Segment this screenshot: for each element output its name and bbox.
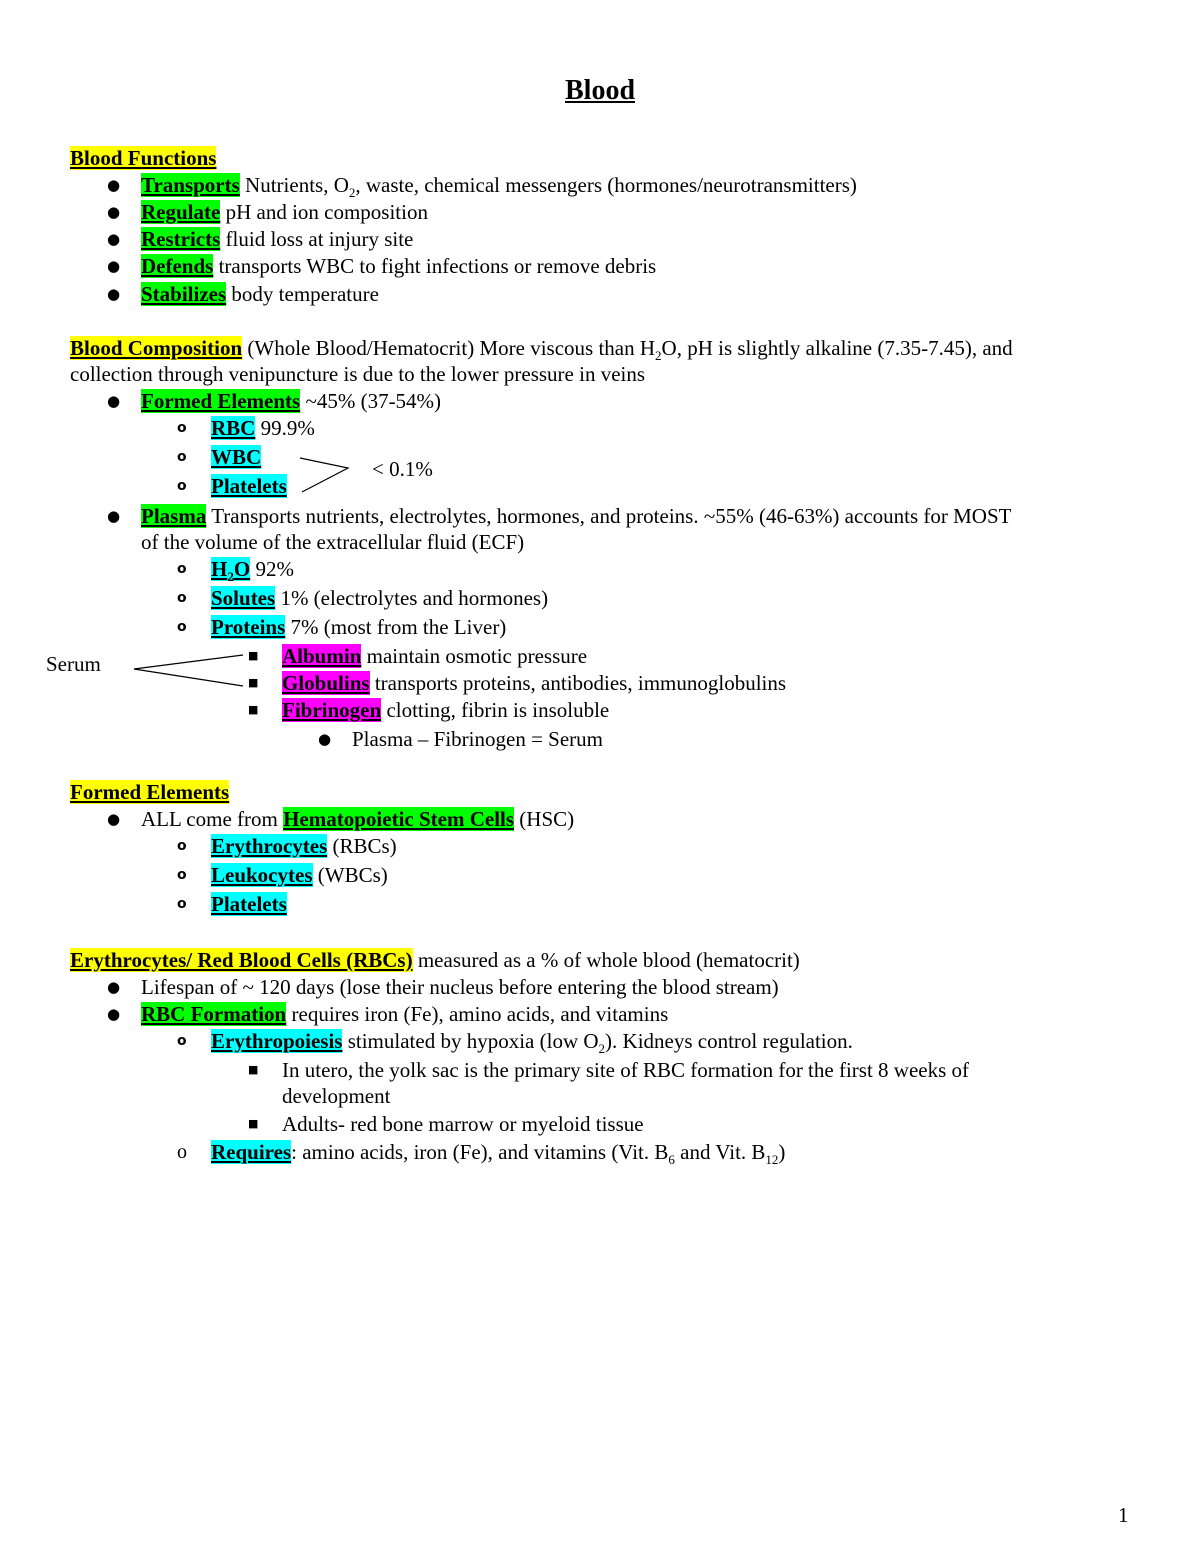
ring-bullet-icon: o (177, 1033, 187, 1049)
in-utero-item: In utero, the yolk sac is the primary site of RBC formation for the first 8 weeks of (282, 1058, 970, 1082)
erythropoiesis-item: Erythropoiesis stimulated by hypoxia (low $O_2$). Kidneys control regulation. (211, 1029, 853, 1057)
erythrocytes-item: Erythrocytes (RBCs) (211, 834, 397, 858)
formed-elements-item: Formed Elements ~45% (37-54%) (141, 389, 442, 413)
wbc-platelets-bracket (300, 458, 348, 492)
albumin-item: Albumin maintain osmotic pressure (282, 644, 588, 668)
bullet-icon: ● (107, 230, 121, 248)
bullet-icon: ● (107, 392, 121, 410)
square-bullet-icon: ■ (248, 703, 259, 716)
serum-label: Serum (46, 652, 101, 676)
hollow-bullet-icon: o (177, 1141, 187, 1163)
hsc-item: ALL come from Hematopoietic Stem Cells (HSC) (141, 807, 575, 831)
wbc-item: WBC (211, 445, 262, 469)
bullet-icon: ● (107, 257, 121, 275)
bullet-icon: ● (107, 978, 121, 996)
formed-elements-heading: Formed Elements (70, 780, 230, 804)
proteins-item: Proteins 7% (most from the Liver) (211, 615, 507, 639)
leukocytes-item: Leukocytes (WBCs) (211, 863, 388, 887)
bracket-label: < 0.1% (372, 457, 433, 481)
page-number: 1 (1118, 1503, 1129, 1527)
serum-line-albumin (134, 655, 243, 669)
ring-bullet-icon: o (177, 896, 187, 912)
square-bullet-icon: ■ (248, 1117, 259, 1130)
functions-heading: Blood Functions (70, 146, 217, 170)
ring-bullet-icon: o (177, 449, 187, 465)
function-item-defends: Defends transports WBC to fight infections or remove debris (141, 254, 657, 278)
in-utero-item-line2: development (282, 1084, 391, 1108)
ring-bullet-icon: o (177, 838, 187, 854)
rbc-formation-item: RBC Formation requires iron (Fe), amino acids, and vitamins (141, 1002, 669, 1026)
h2o-item: $H_2O$ 92% (211, 557, 294, 585)
fibrinogen-item: Fibrinogen clotting, fibrin is insoluble (282, 698, 610, 722)
bullet-icon: ● (107, 176, 121, 194)
globulins-item: Globulins transports proteins, antibodies, immunoglobulins (282, 671, 787, 695)
platelets-item: Platelets (211, 474, 287, 498)
square-bullet-icon: ■ (248, 649, 259, 662)
bullet-icon: ● (107, 810, 121, 828)
ring-bullet-icon: o (177, 867, 187, 883)
serum-line-globulins (134, 669, 243, 686)
ring-bullet-icon: o (177, 478, 187, 494)
bullet-icon: ● (107, 507, 121, 525)
solutes-item: Solutes 1% (electrolytes and hormones) (211, 586, 549, 610)
bullet-icon: ● (107, 285, 121, 303)
composition-intro: Blood Composition (Whole Blood/Hematocrit) More viscous than $H_2O$, pH is slightly alkaline (7.35-7.45), and (70, 336, 1013, 364)
ring-bullet-icon: o (177, 420, 187, 436)
plasma-item: Plasma Transports nutrients, electrolytes, hormones, and proteins. ~55% (46-63%) accounts for MOST (141, 504, 1012, 528)
adults-item: Adults- red bone marrow or myeloid tissue (282, 1112, 644, 1136)
square-bullet-icon: ■ (248, 676, 259, 689)
page-title: Blood (564, 75, 636, 106)
bullet-icon: ● (107, 203, 121, 221)
bullet-icon: ● (318, 730, 332, 748)
function-item-transports: Transports Nutrients, $O_2$, waste, chemical messengers (hormones/neurotransmitters) (141, 173, 857, 201)
composition-intro-line2: collection through venipuncture is due to the lower pressure in veins (70, 362, 646, 386)
function-item-regulate: Regulate pH and ion composition (141, 200, 428, 224)
plasma-equation: Plasma – Fibrinogen = Serum (352, 727, 603, 751)
function-item-stabilizes: Stabilizes body temperature (141, 282, 379, 306)
bullet-icon: ● (107, 1005, 121, 1023)
square-bullet-icon: ■ (248, 1063, 259, 1076)
lifespan-item: Lifespan of ~ 120 days (lose their nucleus before entering the blood stream) (141, 975, 779, 999)
plasma-item-line2: of the volume of the extracellular fluid (ECF) (141, 530, 525, 554)
rbc-item: RBC 99.9% (211, 416, 315, 440)
ring-bullet-icon: o (177, 590, 187, 606)
erythrocytes-heading: Erythrocytes/ Red Blood Cells (RBCs) measured as a % of whole blood (hematocrit) (70, 948, 800, 972)
function-item-restricts: Restricts fluid loss at injury site (141, 227, 414, 251)
requires-item: Requires: amino acids, iron (Fe), and vitamins (Vit. $B_6$ and Vit. $B_{12}$) (211, 1140, 786, 1168)
platelets-formed-item: Platelets (211, 892, 287, 916)
ring-bullet-icon: o (177, 561, 187, 577)
ring-bullet-icon: o (177, 619, 187, 635)
